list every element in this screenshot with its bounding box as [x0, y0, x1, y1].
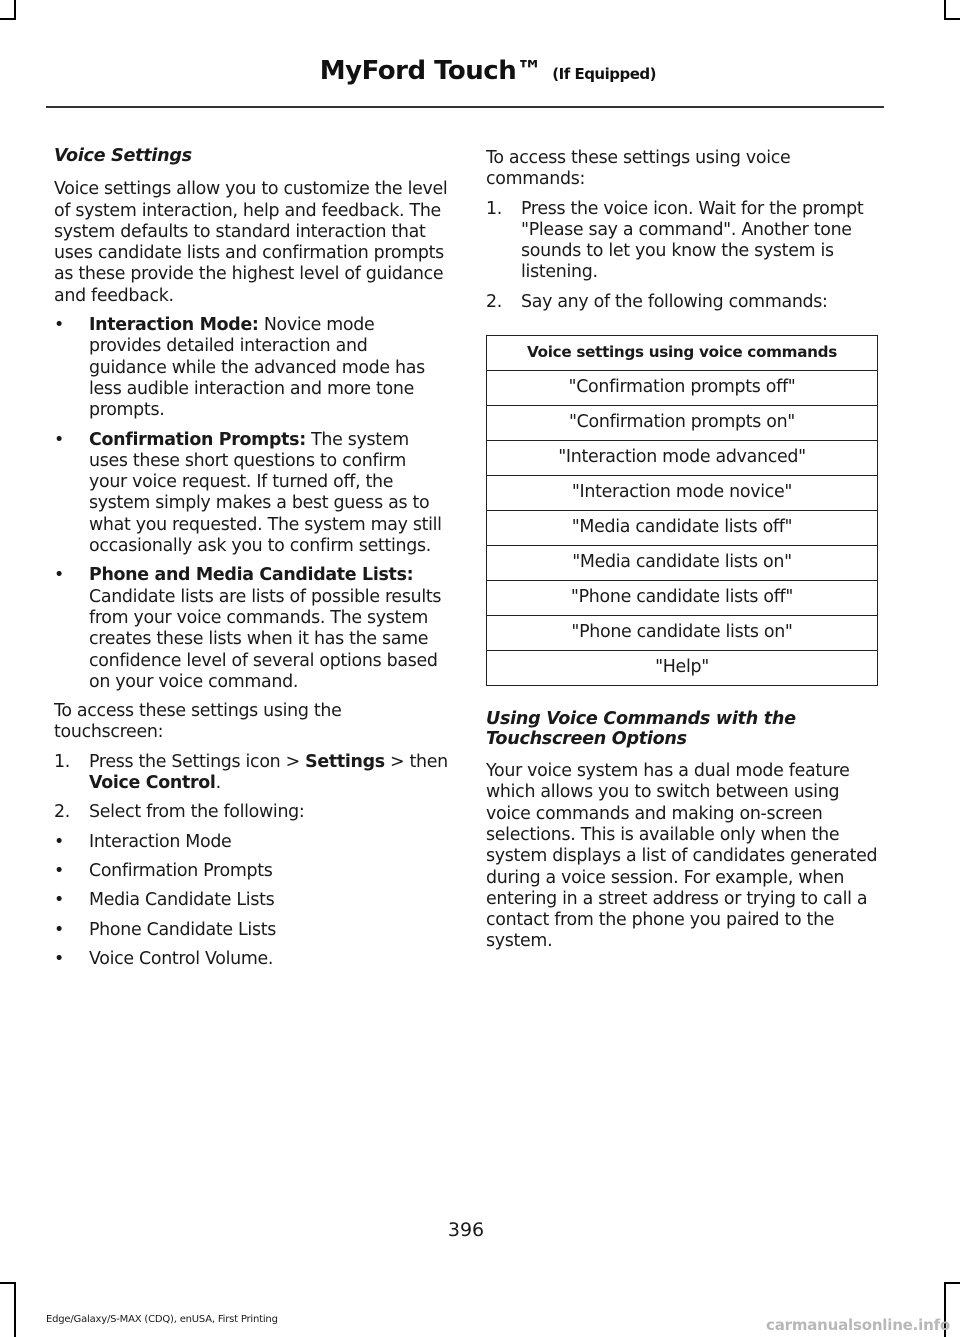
step-bold-voice-control: Voice Control [89, 773, 216, 794]
bullet-marker: • [54, 429, 64, 450]
bullet-term: Interaction Mode: [89, 315, 259, 336]
page-number: 396 [447, 1219, 485, 1241]
option-label: Confirmation Prompts [89, 860, 273, 881]
command-cell: "Phone candidate lists on" [487, 616, 878, 651]
crop-mark [944, 1282, 960, 1284]
step-text: Press the voice icon. Wait for the prompt "Please say a command". Another tone sounds to let you know the system is listening. [521, 198, 864, 283]
step-number: 1. [54, 751, 70, 772]
command-cell: "Help" [487, 651, 878, 686]
section-heading-voice-settings: Voice Settings [54, 146, 192, 166]
numbered-step [486, 199, 881, 284]
bullet-item [54, 430, 449, 558]
option-label: Media Candidate Lists [89, 890, 275, 911]
bullet-marker: • [54, 565, 64, 586]
bullet-marker: • [54, 919, 64, 940]
crop-mark [0, 18, 16, 20]
option-label: Interaction Mode [89, 831, 232, 852]
bullet-marker: • [54, 948, 64, 969]
crop-mark [944, 0, 946, 20]
bullet-text: Candidate lists are lists of possible results from your voice commands. The system creates these lists when it has the same confidence level of several options based on your voice command. [89, 586, 442, 692]
option-label: Phone Candidate Lists [89, 919, 276, 940]
dual-mode-paragraph: Your voice system has a dual mode feature which allows you to switch between using voice commands and making on-screen selections. This is available only when the system displays a list of candidates generated during a voice session. For example, when entering in a street address or trying to call a contact from the phone you paired to the system. [486, 761, 878, 952]
command-cell: "Media candidate lists off" [487, 511, 878, 546]
command-cell: "Phone candidate lists off" [487, 581, 878, 616]
intro-paragraph: Voice settings allow you to customize the level of system interaction, help and feedback. The system defaults to standard interaction that uses candidate lists and confirmation prompts as these provide the highest level of guidance and feedback. [54, 179, 448, 306]
step-text: > then [384, 751, 448, 772]
table-header: Voice settings using voice commands [487, 336, 878, 371]
header-divider [46, 106, 884, 108]
voice-commands-table [486, 335, 878, 686]
table-header-row [487, 336, 878, 371]
command-cell: "Confirmation prompts off" [487, 371, 878, 406]
step-number: 2. [54, 802, 70, 823]
step-text: Press the Settings icon > [89, 751, 306, 772]
step-number: 1. [486, 198, 502, 219]
option-item [54, 890, 449, 911]
crop-mark [944, 18, 960, 20]
crop-mark [14, 0, 16, 20]
header-title-text: MyFord Touch™ [319, 56, 542, 86]
bullet-text: The system uses these short questions to confirm your voice request. If turned off, the system simply makes a best guess as to what you requested. The system may still occasionally ask you to confirm settings. [89, 429, 442, 557]
crop-mark [0, 1282, 16, 1284]
option-item [54, 949, 449, 970]
step-text: Say any of the following commands: [521, 291, 828, 312]
option-item [54, 861, 449, 882]
table-row [487, 371, 878, 406]
option-item [54, 920, 449, 941]
bullet-term: Confirmation Prompts: [89, 429, 306, 450]
bullet-marker: • [54, 831, 64, 852]
option-label: Voice Control Volume. [89, 948, 274, 969]
table-row [487, 616, 878, 651]
table-row [487, 441, 878, 476]
table-row [487, 511, 878, 546]
step-text: . [215, 773, 221, 794]
option-item [54, 832, 449, 853]
command-cell: "Interaction mode novice" [487, 476, 878, 511]
bullet-marker: • [54, 315, 64, 336]
bullet-item [54, 565, 449, 693]
table-row [487, 581, 878, 616]
access-voice-text: To access these settings using voice commands: [486, 148, 791, 190]
crop-mark [14, 1282, 16, 1337]
right-column [486, 148, 881, 961]
table-row [487, 546, 878, 581]
command-cell: "Confirmation prompts on" [487, 406, 878, 441]
access-touchscreen-text: To access these settings using the touchscreen: [54, 701, 342, 743]
bullet-marker: • [54, 860, 64, 881]
bullet-term: Phone and Media Candidate Lists: [89, 565, 414, 586]
table-row [487, 406, 878, 441]
numbered-step [54, 802, 449, 823]
bullet-text: Novice mode provides detailed interaction and guidance while the advanced mode has less audible interaction and more tone prompts. [89, 315, 425, 421]
command-cell: "Interaction mode advanced" [487, 441, 878, 476]
watermark: carmanualsonline.info [766, 1316, 950, 1334]
numbered-step [54, 752, 449, 795]
footer-edition: Edge/Galaxy/S-MAX (CDQ), enUSA, First Printing [46, 1314, 278, 1325]
section-heading-touchscreen-options: Using Voice Commands with the Touchscreen Options [486, 709, 796, 749]
left-column [54, 146, 449, 978]
step-number: 2. [486, 291, 502, 312]
bullet-item [54, 315, 449, 421]
table-row [487, 651, 878, 686]
table-row [487, 476, 878, 511]
step-bold-settings: Settings [305, 751, 385, 772]
numbered-step [486, 292, 881, 313]
bullet-marker: • [54, 890, 64, 911]
step-text: Select from the following: [89, 802, 305, 823]
header-subtitle: (If Equipped) [552, 65, 656, 83]
page-header-title [320, 56, 656, 86]
command-cell: "Media candidate lists on" [487, 546, 878, 581]
